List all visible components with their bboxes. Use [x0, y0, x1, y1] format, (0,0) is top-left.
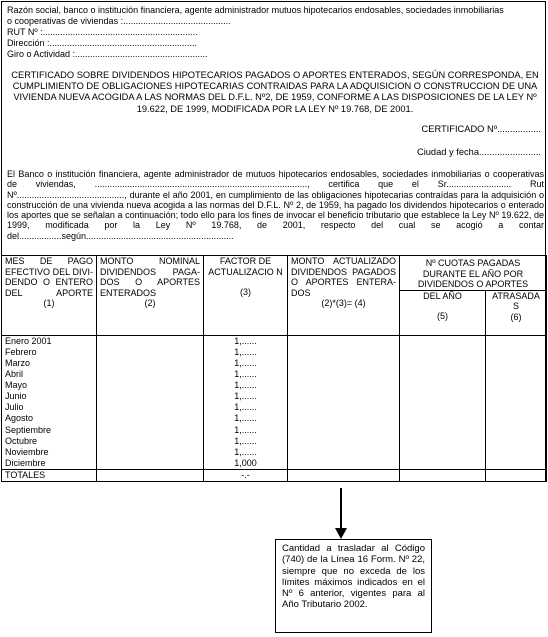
dividends-table [1, 255, 547, 482]
table-header-row [2, 256, 547, 291]
month-cell: Junio [5, 391, 27, 402]
certificate-body: El Banco o institución financiera, agente administrador de mutuos hipotecarios endosables, sociedades inmobiliarias o cooperativas de viviendas, ....................................................................................., certifica que el Sr.......................... Rut Nº..........................................., durante el año 2001, en cumplimiento de las obligaciones hipotecarias contraídas para la adquisición o construcción de una vivienda nueva acogida a las normas del D.F.L. Nº 2, de 1959, ha pagado los dividendos hipotecarios o enterado los aportes que se señalan a continuación; todo ello para los fines de invocar el beneficio tributario que establece la Ley Nº 19.622, de 1999, modificada por la Ley Nº 19.768, de 2001, respecto del cual se acogió a contar del.................según........................................................... [7, 169, 544, 241]
col-header-year: DEL AÑO (5) [400, 290, 486, 335]
factor-cell: 1,...... [234, 446, 257, 457]
col-num-4: (2)*(3)= (4) [321, 298, 366, 309]
col-header-overdue: ATRASADA S (6) [486, 290, 547, 335]
col-num-5: (5) [437, 311, 448, 322]
month-cell: Marzo [5, 357, 31, 368]
factor-column [204, 335, 288, 469]
city-date: Ciudad y fecha........................ [416, 147, 541, 157]
month-cell: Noviembre [5, 446, 49, 457]
col-header-updated: MONTO ACTUALIZADO DIVIDENDOS PAGADOS O APORTES ENTERA-DOS (2)*(3)= (4) [288, 256, 400, 336]
col-num-6: (6) [510, 311, 522, 322]
certificate-title: CERTIFICADO SOBRE DIVIDENDOS HIPOTECARIOS PAGADOS O APORTES ENTERADOS, SEGÚN CORRESPONDA, EN CUMPLIMIENTO DE OBLIGACIONES HIPOTECARIAS CONTRAIDAS PARA LA ADQUISICION O CONSTRUCCION DE UNA VIVIENDA NUEVA ACOGIDA A LAS NORMAS DEL D.F.L. Nº2, DE 1959, CONFORME A LAS DISPOSICIONES DE LA LEY Nº 19.622, DE 1999, MODIFICADA POR LA LEY Nº 19.768, DE 2001. [11, 70, 539, 114]
factor-cell: 1,...... [234, 413, 257, 424]
factor-cell: 1,...... [234, 424, 257, 435]
month-cell: Enero 2001 [5, 335, 52, 346]
month-cell: Mayo [5, 380, 28, 391]
factor-cell: 1,...... [234, 391, 257, 402]
header-line-rut: RUT Nº :.............................................................. [7, 27, 198, 37]
table-body-row [2, 335, 547, 469]
factor-cell: 1,...... [234, 369, 257, 380]
col-num-2: (2) [144, 298, 156, 309]
col-num-3: (3) [240, 287, 251, 298]
nominal-column [97, 335, 204, 469]
month-cell: Diciembre [5, 457, 46, 468]
col-header-factor: FACTOR DE ACTUALIZACIO N (3) [204, 256, 288, 336]
header-line-activity: Giro o Actividad :..................................................... [7, 49, 208, 59]
col-num-1: (1) [43, 298, 55, 309]
header-line-company-cont: o cooperativas de viviendas :........................................... [7, 16, 231, 26]
factor-cell: 1,...... [234, 402, 257, 413]
month-cell: Agosto [5, 413, 34, 424]
company-header [7, 5, 543, 60]
month-cell: Abril [5, 369, 24, 380]
col-header-month: MES DE PAGO EFECTIVO DEL DIVI-DENDO O ENTERO DEL APORTE (1) [2, 256, 97, 336]
totals-overdue [486, 469, 547, 481]
header-line-address: Dirección :........................................................... [7, 38, 198, 48]
certificate-number: CERTIFICADO Nº................. [421, 124, 541, 134]
factor-cell: 1,000 [234, 457, 257, 468]
factor-cell: 1,...... [234, 335, 257, 346]
col-header-nominal: MONTO NOMINAL DIVIDENDOS PAGA-DOS O APORTES ENTERADOS (2) [97, 256, 204, 336]
month-cell: Octubre [5, 435, 38, 446]
totals-label: TOTALES [2, 469, 97, 481]
totals-factor: -.- [204, 469, 288, 481]
factor-cell: 1,...... [234, 346, 257, 357]
totals-nominal [97, 469, 204, 481]
updated-column [288, 335, 400, 469]
overdue-column [486, 335, 547, 469]
totals-year [400, 469, 486, 481]
totals-updated [288, 469, 400, 481]
factor-cell: 1,...... [234, 357, 257, 368]
month-column [2, 335, 97, 469]
year-column [400, 335, 486, 469]
transfer-note: Cantidad a trasladar al Código (740) de la Línea 16 Form. Nº 22, siempre que no exceda de los límites máximos indicados en el Nº 6 anterior, vigentes para al Año Tributario 2002. [275, 539, 432, 633]
arrow-down-icon [335, 528, 347, 539]
col-header-quotas: Nº CUOTAS PAGADAS DURANTE EL AÑO POR DIVIDENDOS O APORTES [400, 256, 547, 291]
factor-cell: 1,...... [234, 380, 257, 391]
month-cell: Febrero [5, 346, 37, 357]
arrow-line [340, 488, 342, 530]
header-line-company: Razón social, banco o institución financiera, agente administrador mutuos hipotecarios endosables, sociedades inmobiliarias [7, 5, 504, 15]
totals-row [2, 469, 547, 481]
month-cell: Septiembre [5, 424, 52, 435]
month-cell: Julio [5, 402, 24, 413]
factor-cell: 1,...... [234, 435, 257, 446]
